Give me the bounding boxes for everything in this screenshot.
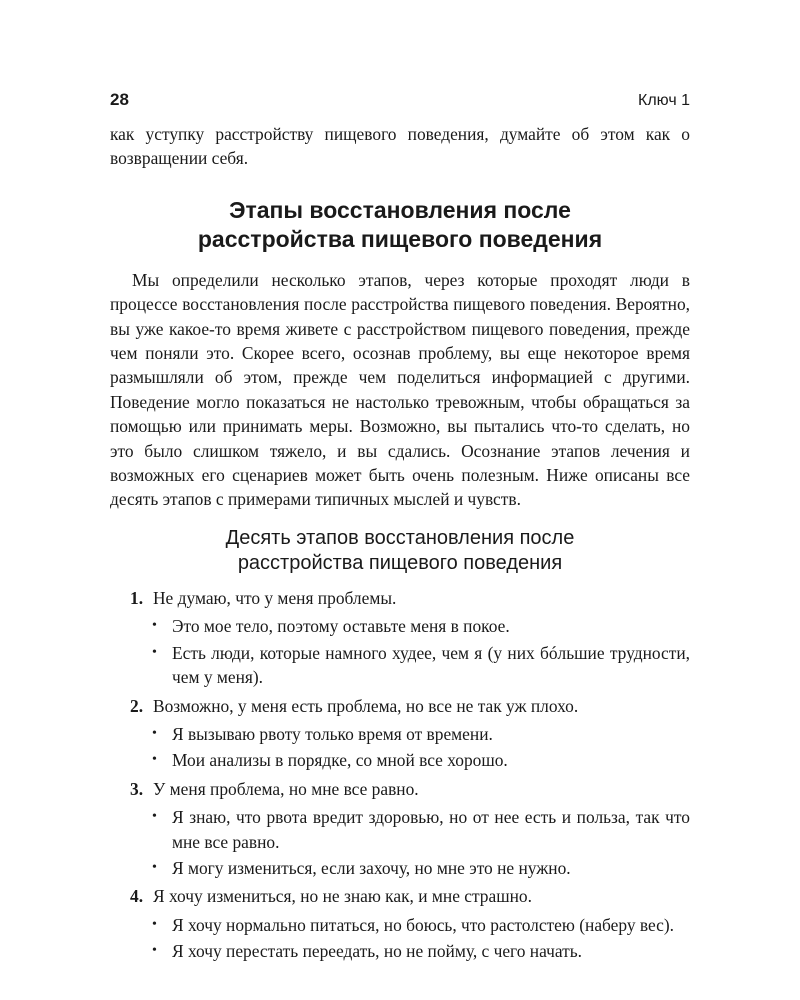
stage-item [110, 694, 690, 773]
stage-text: Возможно, у меня есть проблема, но все не так уж плохо. [153, 695, 579, 716]
chapter-label: Ключ 1 [638, 92, 690, 109]
example-item [152, 641, 690, 690]
bullet-icon: • [152, 916, 157, 932]
stage-item [110, 586, 690, 690]
example-item [152, 748, 690, 772]
bullet-icon: • [152, 725, 157, 741]
stage-number: 2. [130, 695, 144, 716]
stages-list [110, 586, 690, 964]
bullet-icon: • [152, 644, 157, 660]
stage-line [110, 586, 690, 610]
stage-line [110, 694, 690, 718]
example-text: Я могу измениться, если захочу, но мне это не нужно. [172, 857, 571, 878]
stage-examples [110, 614, 690, 689]
bullet-icon: • [152, 859, 157, 875]
stage-item [110, 884, 690, 963]
stage-number: 3. [130, 778, 144, 799]
example-text: Есть люди, которые намного худее, чем я (у них бóльшие трудности, чем у меня). [172, 642, 690, 688]
example-item [152, 614, 690, 638]
example-text: Мои анализы в порядке, со мной все хорошо. [172, 750, 508, 771]
stage-examples [110, 722, 690, 773]
bullet-icon: • [152, 618, 157, 634]
page-body [110, 122, 690, 968]
example-item [152, 722, 690, 746]
stage-examples [110, 913, 690, 964]
section-title: Этапы восстановления после расстройства пищевого поведения [197, 196, 603, 252]
example-text: Я хочу перестать переедать, но не пойму, с чего начать. [172, 941, 583, 962]
stage-text: У меня проблема, но мне все равно. [153, 778, 419, 799]
page-number: 28 [110, 90, 129, 109]
example-item [152, 939, 690, 963]
section-paragraph: Мы определили несколько этапов, через которые проходят люди в процессе восстановления после расстройства пищевого поведения. Вероятно, вы уже какое-то время живете с расстройством пищевого поведения, прежде чем поняли это. Скорее всего, осознав проблему, вы еще некоторое время размышляли об этом, прежде чем поделиться информацией с другими. Поведение могло показаться не настолько тревожным, чтобы обращаться за помощью или принимать меры. Возможно, вы пытались что-то сделать, но это было слишком тяжело, и вы сдались. Осознание этапов лечения и возможных его сценариев может быть очень полезным. Ниже описаны все десять этапов с примерами типичных мыслей и чувств. [110, 269, 690, 510]
example-item [152, 805, 690, 854]
stage-line [110, 777, 690, 801]
example-text: Я знаю, что рвота вредит здоровью, но от нее есть и польза, так что мне все равно. [172, 807, 690, 852]
stage-line [110, 884, 690, 908]
running-head [110, 90, 690, 110]
bullet-icon: • [152, 809, 157, 825]
example-item [152, 913, 690, 937]
intro-paragraph: как уступку расстройству пищевого поведения, думайте об этом как о возвращении себя. [110, 124, 690, 169]
stage-item [110, 777, 690, 881]
subsection-title: Десять этапов восстановления после расстройства пищевого поведения [225, 526, 575, 574]
stage-text: Не думаю, что у меня проблемы. [153, 587, 397, 608]
bullet-icon: • [152, 752, 157, 768]
stage-examples [110, 805, 690, 880]
stage-text: Я хочу измениться, но не знаю как, и мне страшно. [153, 886, 532, 907]
example-text: Я вызываю рвоту только время от времени. [172, 723, 493, 744]
example-text: Я хочу нормально питаться, но боюсь, что растолстею (наберу вес). [172, 914, 675, 935]
bullet-icon: • [152, 943, 157, 959]
example-item [152, 856, 690, 880]
stage-number: 4. [130, 886, 144, 907]
example-text: Это мое тело, поэтому оставьте меня в покое. [172, 616, 510, 637]
stage-number: 1. [130, 587, 144, 608]
